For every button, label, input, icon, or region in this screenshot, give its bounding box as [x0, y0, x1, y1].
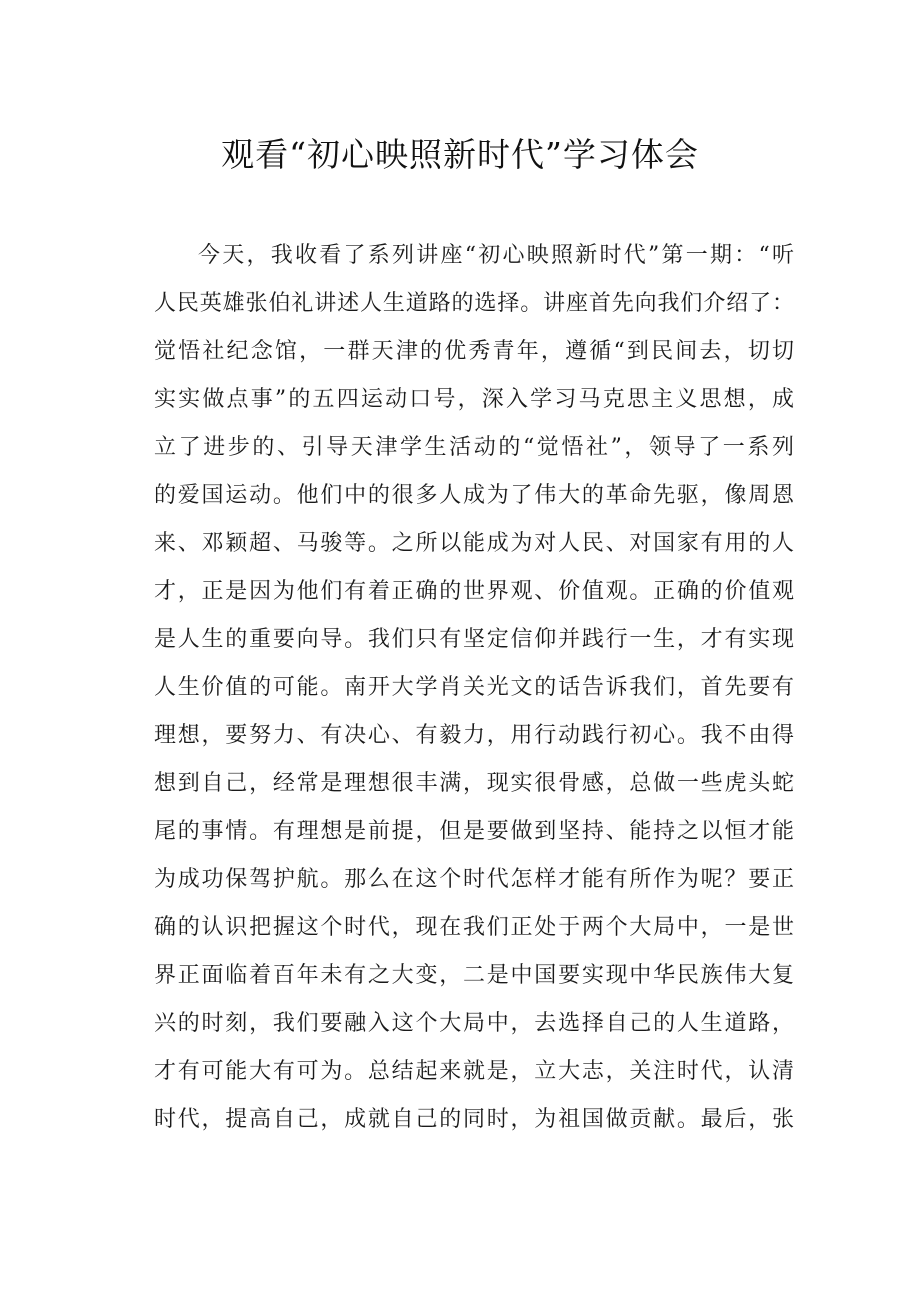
body-line-14: 为成功保驾护航。那么在这个时代怎样才能有所作为呢？要正: [154, 867, 794, 892]
body-line-8: 才，正是因为他们有着正确的世界观、价值观。正确的价值观: [154, 579, 794, 604]
body-line-7: 来、邓颖超、马骏等。之所以能成为对人民、对国家有用的人: [154, 531, 794, 556]
body-line-19: 时代，提高自己，成就自己的同时，为祖国做贡献。最后，张: [154, 1107, 794, 1132]
body-line-4: 实实做点事”的五四运动口号，深入学习马克思主义思想，成: [154, 387, 794, 412]
body-line-17: 兴的时刻，我们要融入这个大局中，去选择自己的人生道路，: [154, 1011, 794, 1036]
body-line-12: 想到自己，经常是理想很丰满，现实很骨感，总做一些虎头蛇: [154, 771, 794, 796]
body-line-15: 确的认识把握这个时代，现在我们正处于两个大局中，一是世: [154, 915, 794, 940]
document-body: [154, 232, 794, 1144]
body-line-18: 才有可能大有可为。总结起来就是，立大志，关注时代，认清: [154, 1059, 794, 1084]
body-line-1: 今天，我收看了系列讲座“初心映照新时代”第一期：“听: [198, 243, 794, 268]
body-line-2: 人民英雄张伯礼讲述人生道路的选择。讲座首先向我们介绍了：: [154, 291, 794, 316]
body-line-11: 理想，要努力、有决心、有毅力，用行动践行初心。我不由得: [154, 723, 794, 748]
body-line-3: 觉悟社纪念馆，一群天津的优秀青年，遵循“到民间去，切切: [154, 339, 794, 364]
body-line-6: 的爱国运动。他们中的很多人成为了伟大的革命先驱，像周恩: [154, 483, 794, 508]
body-line-13: 尾的事情。有理想是前提，但是要做到坚持、能持之以恒才能: [154, 819, 794, 844]
body-line-10: 人生价值的可能。南开大学肖关光文的话告诉我们，首先要有: [154, 675, 794, 700]
document-title: 观看“初心映照新时代”学习体会: [221, 135, 699, 174]
body-line-5: 立了进步的、引导天津学生活动的“觉悟社”，领导了一系列: [154, 435, 794, 460]
body-line-9: 是人生的重要向导。我们只有坚定信仰并践行一生，才有实现: [154, 627, 794, 652]
body-line-16: 界正面临着百年未有之大变，二是中国要实现中华民族伟大复: [154, 963, 794, 988]
